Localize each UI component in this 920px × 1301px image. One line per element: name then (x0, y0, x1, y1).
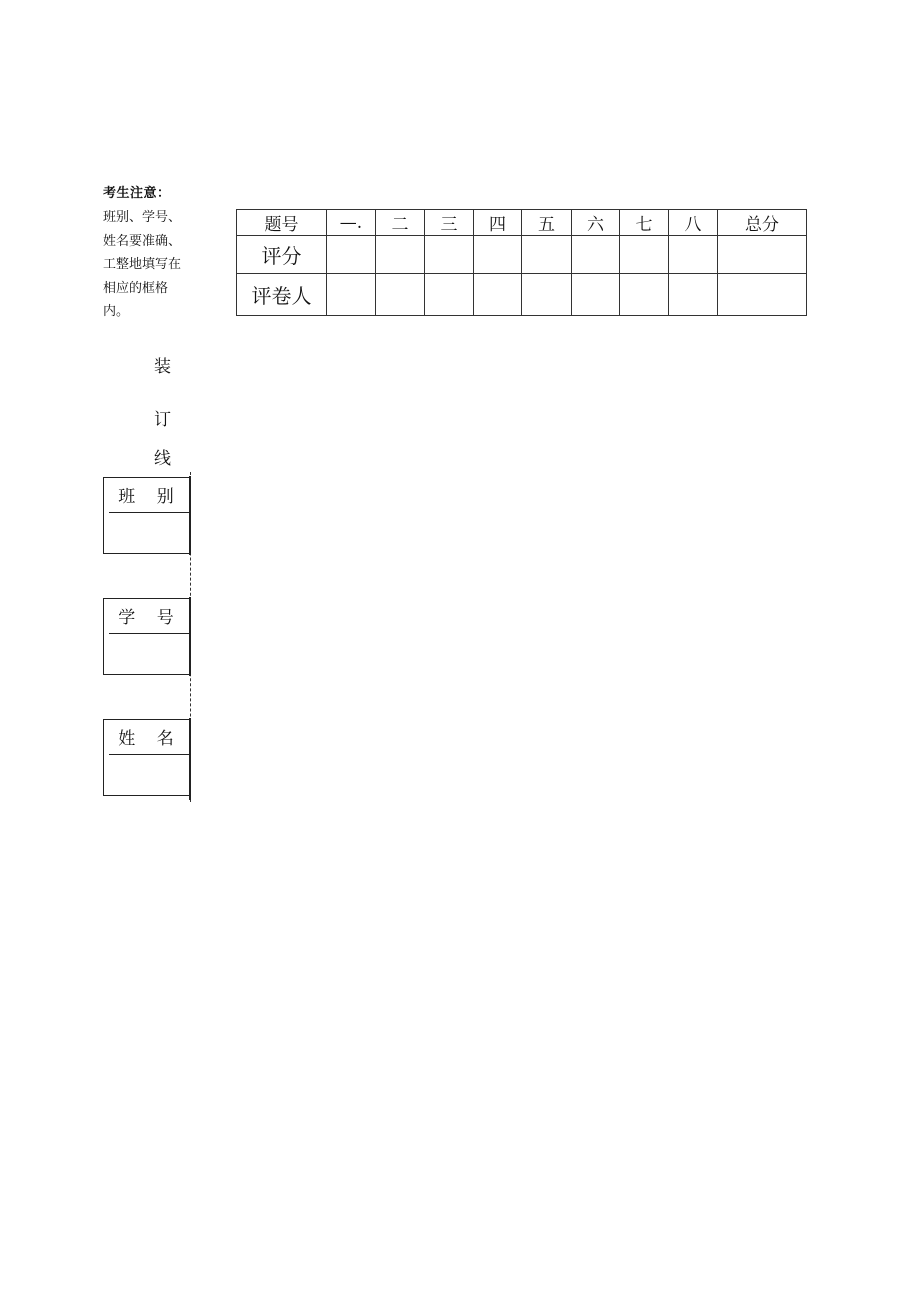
grader-cell[interactable] (376, 274, 425, 316)
binding-char-xian: 线 (154, 449, 171, 469)
table-row-score (237, 236, 807, 274)
score-cell[interactable] (376, 236, 425, 274)
header-cell-4: 四 (474, 210, 522, 236)
grader-cell[interactable] (327, 274, 376, 316)
grader-cell[interactable] (474, 274, 522, 316)
notice-line: 内。 (103, 304, 130, 319)
score-cell[interactable] (522, 236, 572, 274)
row-label-grader: 评卷人 (237, 274, 327, 316)
header-cell-7: 七 (620, 210, 669, 236)
grader-cell-total[interactable] (718, 274, 807, 316)
header-cell-3: 三 (425, 210, 474, 236)
grader-cell[interactable] (572, 274, 620, 316)
name-field-label: 姓 名 (118, 729, 182, 749)
header-cell-2: 二 (376, 210, 425, 236)
table-header-row (237, 210, 807, 236)
binding-char-ding: 订 (154, 410, 171, 430)
student-id-field-box[interactable] (103, 598, 191, 675)
score-cell[interactable] (669, 236, 718, 274)
row-label-score: 评分 (237, 236, 327, 274)
score-cell[interactable] (474, 236, 522, 274)
field-underline (109, 633, 189, 634)
score-cell[interactable] (425, 236, 474, 274)
grader-cell[interactable] (522, 274, 572, 316)
score-cell[interactable] (572, 236, 620, 274)
notice-line: 班别、学号、 (103, 210, 182, 225)
notice-line: 相应的框格 (103, 280, 169, 296)
grader-cell[interactable] (669, 274, 718, 316)
score-table (236, 209, 807, 316)
header-cell-8: 八 (669, 210, 718, 236)
field-underline (109, 754, 189, 755)
class-field-box[interactable] (103, 477, 191, 554)
score-cell-total[interactable] (718, 236, 807, 274)
score-cell[interactable] (620, 236, 669, 274)
grader-cell[interactable] (425, 274, 474, 316)
binding-char-zhuang: 装 (154, 357, 171, 377)
notice-line: 姓名要准确、 (103, 233, 182, 249)
name-field-box[interactable] (103, 719, 191, 796)
table-row-grader (237, 274, 807, 316)
header-cell-6: 六 (572, 210, 620, 236)
score-cell[interactable] (327, 236, 376, 274)
header-cell-question-no: 题号 (237, 210, 327, 236)
notice-title: 考生注意： (103, 186, 171, 201)
notice-line: 工整地填写在 (103, 257, 182, 272)
header-cell-5: 五 (522, 210, 572, 236)
field-underline (109, 512, 189, 513)
header-cell-total: 总分 (718, 210, 807, 236)
grader-cell[interactable] (620, 274, 669, 316)
class-field-label: 班 别 (118, 487, 182, 507)
notice-text (103, 206, 203, 324)
student-id-field-label: 学 号 (118, 608, 182, 628)
header-cell-1: —. (327, 210, 376, 236)
